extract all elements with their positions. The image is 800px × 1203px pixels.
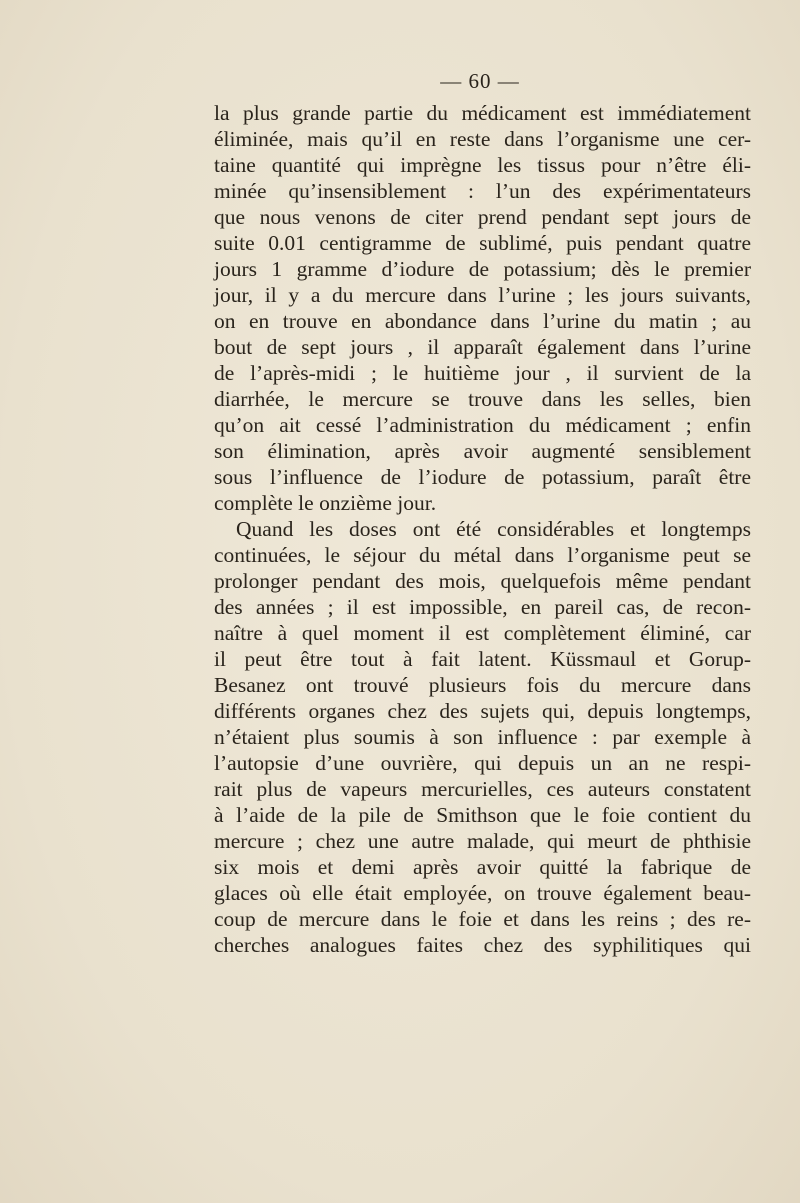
text-line: que nous venons de citer prend pendant sept jours de bbox=[214, 205, 751, 229]
text-line: coup de mercure dans le foie et dans les reins ; des re- bbox=[214, 907, 751, 931]
text-line: prolonger pendant des mois, quelquefois même pendant bbox=[214, 569, 751, 593]
text-line: l’autopsie d’une ouvrière, qui depuis un an ne respi- bbox=[214, 751, 751, 775]
text-line: Quand les doses ont été considérables et longtemps bbox=[236, 517, 751, 541]
text-line: éliminée, mais qu’il en reste dans l’organisme une cer- bbox=[214, 127, 751, 151]
text-line: Besanez ont trouvé plusieurs fois du mercure dans bbox=[214, 673, 751, 697]
text-line: différents organes chez des sujets qui, depuis longtemps, bbox=[214, 699, 751, 723]
text-line: son élimination, après avoir augmenté sensiblement bbox=[214, 439, 751, 463]
text-line: jour, il y a du mercure dans l’urine ; les jours suivants, bbox=[214, 283, 751, 307]
text-line: continuées, le séjour du métal dans l’organisme peut se bbox=[214, 543, 751, 567]
text-line: bout de sept jours , il apparaît également dans l’urine bbox=[214, 335, 751, 359]
text-line: six mois et demi après avoir quitté la fabrique de bbox=[214, 855, 751, 879]
text-line: à l’aide de la pile de Smithson que le foie contient du bbox=[214, 803, 751, 827]
text-line: la plus grande partie du médicament est immédiatement bbox=[214, 101, 751, 125]
body-text bbox=[214, 100, 751, 958]
text-line: glaces où elle était employée, on trouve également beau- bbox=[214, 881, 751, 905]
text-line: il peut être tout à fait latent. Küssmaul et Gorup- bbox=[214, 647, 751, 671]
text-line: mercure ; chez une autre malade, qui meurt de phthisie bbox=[214, 829, 751, 853]
text-line: on en trouve en abondance dans l’urine du matin ; au bbox=[214, 309, 751, 333]
text-line: minée qu’insensiblement : l’un des expérimentateurs bbox=[214, 179, 751, 203]
text-line: rait plus de vapeurs mercurielles, ces auteurs constatent bbox=[214, 777, 751, 801]
text-line: complète le onzième jour. bbox=[214, 491, 437, 515]
text-line: cherches analogues faites chez des syphilitiques qui bbox=[214, 933, 751, 957]
text-line: diarrhée, le mercure se trouve dans les selles, bien bbox=[214, 387, 751, 411]
text-line: sous l’influence de l’iodure de potassium, paraît être bbox=[214, 465, 751, 489]
text-line: suite 0.01 centigramme de sublimé, puis pendant quatre bbox=[214, 231, 751, 255]
text-line: naître à quel moment il est complètement éliminé, car bbox=[214, 621, 751, 645]
text-line: qu’on ait cessé l’administration du médicament ; enfin bbox=[214, 413, 751, 437]
text-line: n’étaient plus soumis à son influence : par exemple à bbox=[214, 725, 751, 749]
text-line: jours 1 gramme d’iodure de potassium; dès le premier bbox=[214, 257, 751, 281]
page-number: — 60 — bbox=[440, 69, 520, 93]
text-line: de l’après-midi ; le huitième jour , il survient de la bbox=[214, 361, 751, 385]
text-line: des années ; il est impossible, en pareil cas, de recon- bbox=[214, 595, 751, 619]
text-line: taine quantité qui imprègne les tissus pour n’être éli- bbox=[214, 153, 751, 177]
